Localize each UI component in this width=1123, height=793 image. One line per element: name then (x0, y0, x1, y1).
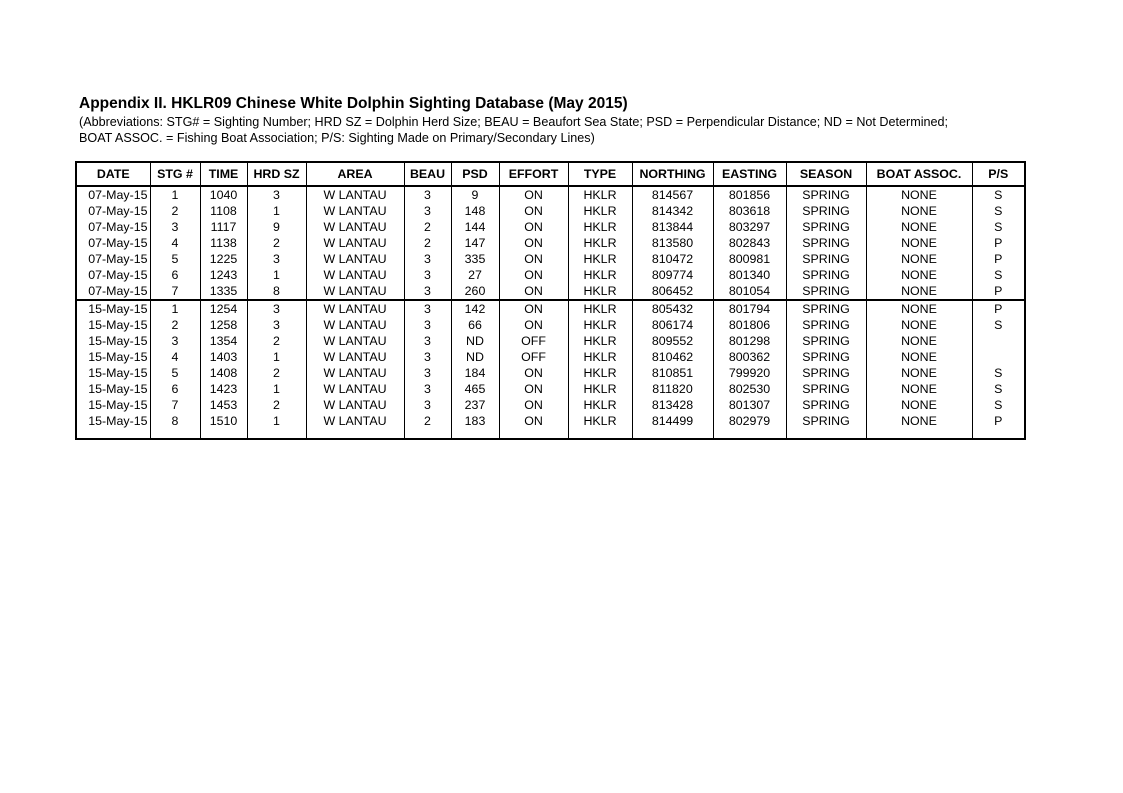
cell-area: W LANTAU (306, 397, 404, 413)
cell-stg: 3 (150, 219, 200, 235)
cell-psd: 260 (451, 283, 499, 300)
table-row (77, 413, 1024, 429)
cell-hrd-sz: 1 (247, 381, 306, 397)
table-row (77, 283, 1024, 300)
cell-stg: 6 (150, 381, 200, 397)
cell-date: 15-May-15 (88, 334, 148, 348)
cell-type: HKLR (568, 365, 632, 381)
cell-date: 15-May-15 (77, 300, 150, 317)
cell-hrd-sz: 1 (247, 349, 306, 365)
table-row (77, 300, 1024, 317)
cell-type: HKLR (568, 300, 632, 317)
table-body (77, 186, 1024, 429)
cell-stg: 8 (150, 413, 200, 429)
sighting-table (77, 163, 1024, 429)
cell-type: HKLR (568, 283, 632, 300)
cell-ps: S (972, 267, 1024, 283)
cell-easting: 803618 (713, 203, 786, 219)
cell-boat-assoc: NONE (866, 381, 972, 397)
cell-psd: 183 (451, 413, 499, 429)
cell-time: 1335 (200, 283, 247, 300)
cell-boat-assoc: NONE (866, 413, 972, 429)
cell-stg: 5 (150, 251, 200, 267)
cell-effort: ON (499, 267, 568, 283)
cell-beau: 3 (404, 300, 451, 317)
cell-beau: 3 (404, 381, 451, 397)
table-row (77, 349, 1024, 365)
column-header-hrd-sz: HRD SZ (247, 163, 306, 186)
cell-time: 1138 (200, 235, 247, 251)
table-row (77, 317, 1024, 333)
cell-easting: 802843 (713, 235, 786, 251)
cell-boat-assoc: NONE (866, 397, 972, 413)
cell-time: 1225 (200, 251, 247, 267)
cell-boat-assoc: NONE (866, 203, 972, 219)
cell-ps: P (972, 300, 1024, 317)
cell-effort: ON (499, 365, 568, 381)
table-row (77, 365, 1024, 381)
cell-area: W LANTAU (306, 251, 404, 267)
cell-effort: ON (499, 300, 568, 317)
cell-date: 15-May-15 (88, 350, 148, 364)
cell-boat-assoc: NONE (866, 219, 972, 235)
cell-northing: 806452 (632, 283, 713, 300)
cell-effort: ON (499, 381, 568, 397)
cell-date: 07-May-15 (88, 188, 148, 202)
cell-hrd-sz: 1 (247, 203, 306, 219)
cell-northing: 810462 (632, 349, 713, 365)
cell-time: 1453 (200, 397, 247, 413)
table-header-row (77, 163, 1024, 186)
cell-hrd-sz: 1 (247, 413, 306, 429)
cell-easting: 801340 (713, 267, 786, 283)
cell-season: SPRING (786, 283, 866, 300)
cell-time: 1354 (200, 333, 247, 349)
cell-effort: OFF (499, 349, 568, 365)
table-row (77, 333, 1024, 349)
cell-type: HKLR (568, 219, 632, 235)
cell-psd: 237 (451, 397, 499, 413)
cell-northing: 805432 (632, 300, 713, 317)
cell-boat-assoc: NONE (866, 251, 972, 267)
cell-ps: S (972, 186, 1024, 203)
cell-easting: 800362 (713, 349, 786, 365)
cell-northing: 810851 (632, 365, 713, 381)
cell-beau: 3 (404, 333, 451, 349)
cell-northing: 813428 (632, 397, 713, 413)
cell-type: HKLR (568, 203, 632, 219)
abbreviations-line-2: BOAT ASSOC. = Fishing Boat Association; P/S: Sighting Made on Primary/Secondary Lines) (79, 130, 595, 145)
cell-type: HKLR (568, 349, 632, 365)
cell-psd: 465 (451, 381, 499, 397)
cell-area: W LANTAU (306, 235, 404, 251)
cell-psd: 148 (451, 203, 499, 219)
cell-psd: 9 (451, 186, 499, 203)
cell-boat-assoc: NONE (866, 349, 972, 365)
cell-stg: 6 (150, 267, 200, 283)
cell-type: HKLR (568, 267, 632, 283)
cell-date: 07-May-15 (88, 284, 148, 298)
cell-area: W LANTAU (306, 203, 404, 219)
cell-easting: 799920 (713, 365, 786, 381)
column-header-effort: EFFORT (499, 163, 568, 186)
cell-northing: 814342 (632, 203, 713, 219)
cell-area: W LANTAU (306, 333, 404, 349)
cell-type: HKLR (568, 413, 632, 429)
cell-boat-assoc: NONE (866, 365, 972, 381)
cell-season: SPRING (786, 251, 866, 267)
cell-type: HKLR (568, 235, 632, 251)
cell-stg: 4 (150, 349, 200, 365)
cell-effort: ON (499, 413, 568, 429)
cell-beau: 3 (404, 251, 451, 267)
cell-boat-assoc: NONE (866, 235, 972, 251)
cell-hrd-sz: 3 (247, 186, 306, 203)
abbreviations-note (79, 115, 999, 146)
cell-date: 07-May-15 (88, 236, 148, 250)
cell-area: W LANTAU (306, 365, 404, 381)
column-header-ps: P/S (972, 163, 1024, 186)
cell-ps: P (972, 251, 1024, 267)
column-header-beau: BEAU (404, 163, 451, 186)
table-row (77, 186, 1024, 203)
cell-time: 1117 (200, 219, 247, 235)
cell-time: 1510 (200, 413, 247, 429)
cell-psd: 27 (451, 267, 499, 283)
cell-northing: 813580 (632, 235, 713, 251)
cell-hrd-sz: 2 (247, 333, 306, 349)
cell-hrd-sz: 9 (247, 219, 306, 235)
table-row (77, 381, 1024, 397)
cell-season: SPRING (786, 349, 866, 365)
cell-easting: 801794 (713, 300, 786, 317)
cell-ps: S (972, 365, 1024, 381)
cell-season: SPRING (786, 365, 866, 381)
cell-area: W LANTAU (306, 300, 404, 317)
cell-season: SPRING (786, 219, 866, 235)
cell-date: 15-May-15 (88, 366, 148, 380)
cell-beau: 3 (404, 267, 451, 283)
cell-date: 07-May-15 (88, 220, 148, 234)
cell-area: W LANTAU (306, 381, 404, 397)
table-row (77, 397, 1024, 413)
abbreviations-line-1: (Abbreviations: STG# = Sighting Number; HRD SZ = Dolphin Herd Size; BEAU = Beaufort Sea State; PSD = Perpendicular Distance; ND = Not Determined; (79, 115, 949, 129)
cell-northing: 809552 (632, 333, 713, 349)
cell-hrd-sz: 8 (247, 283, 306, 300)
cell-effort: ON (499, 203, 568, 219)
column-header-boat-assoc: BOAT ASSOC. (866, 163, 972, 186)
cell-psd: 147 (451, 235, 499, 251)
cell-type: HKLR (568, 317, 632, 333)
cell-beau: 3 (404, 283, 451, 300)
cell-effort: ON (499, 397, 568, 413)
cell-effort: OFF (499, 333, 568, 349)
cell-ps: S (972, 317, 1024, 333)
cell-hrd-sz: 1 (247, 267, 306, 283)
cell-beau: 3 (404, 349, 451, 365)
cell-stg: 1 (150, 300, 200, 317)
cell-hrd-sz: 2 (247, 397, 306, 413)
cell-area: W LANTAU (306, 219, 404, 235)
column-header-time: TIME (200, 163, 247, 186)
cell-psd: ND (451, 349, 499, 365)
cell-psd: ND (451, 333, 499, 349)
cell-easting: 801806 (713, 317, 786, 333)
cell-boat-assoc: NONE (866, 317, 972, 333)
cell-season: SPRING (786, 235, 866, 251)
cell-northing: 813844 (632, 219, 713, 235)
column-header-psd: PSD (451, 163, 499, 186)
cell-hrd-sz: 3 (247, 251, 306, 267)
cell-beau: 3 (404, 397, 451, 413)
cell-easting: 801856 (713, 186, 786, 203)
cell-ps: S (972, 397, 1024, 413)
cell-hrd-sz: 3 (247, 317, 306, 333)
cell-ps: S (972, 219, 1024, 235)
cell-stg: 2 (150, 203, 200, 219)
cell-area: W LANTAU (306, 267, 404, 283)
cell-beau: 3 (404, 317, 451, 333)
cell-type: HKLR (568, 251, 632, 267)
cell-season: SPRING (786, 186, 866, 203)
cell-stg: 3 (150, 333, 200, 349)
table-row (77, 203, 1024, 219)
column-header-season: SEASON (786, 163, 866, 186)
cell-easting: 802530 (713, 381, 786, 397)
cell-psd: 184 (451, 365, 499, 381)
cell-boat-assoc: NONE (866, 283, 972, 300)
cell-season: SPRING (786, 333, 866, 349)
cell-date: 07-May-15 (88, 204, 148, 218)
table-row (77, 235, 1024, 251)
cell-effort: ON (499, 251, 568, 267)
cell-time: 1423 (200, 381, 247, 397)
cell-time: 1254 (200, 300, 247, 317)
cell-ps: P (972, 283, 1024, 300)
cell-hrd-sz: 2 (247, 235, 306, 251)
table-row (77, 267, 1024, 283)
cell-stg: 1 (150, 186, 200, 203)
cell-time: 1403 (200, 349, 247, 365)
cell-season: SPRING (786, 317, 866, 333)
cell-effort: ON (499, 317, 568, 333)
cell-area: W LANTAU (306, 283, 404, 300)
cell-date: 07-May-15 (88, 252, 148, 266)
cell-hrd-sz: 2 (247, 365, 306, 381)
cell-time: 1258 (200, 317, 247, 333)
column-header-northing: NORTHING (632, 163, 713, 186)
cell-time: 1243 (200, 267, 247, 283)
cell-psd: 66 (451, 317, 499, 333)
cell-northing: 811820 (632, 381, 713, 397)
cell-easting: 803297 (713, 219, 786, 235)
cell-effort: ON (499, 235, 568, 251)
cell-type: HKLR (568, 381, 632, 397)
cell-ps: S (972, 203, 1024, 219)
cell-season: SPRING (786, 203, 866, 219)
cell-stg: 7 (150, 283, 200, 300)
cell-boat-assoc: NONE (866, 267, 972, 283)
cell-stg: 7 (150, 397, 200, 413)
cell-effort: ON (499, 283, 568, 300)
column-header-area: AREA (306, 163, 404, 186)
cell-northing: 809774 (632, 267, 713, 283)
cell-season: SPRING (786, 381, 866, 397)
column-header-type: TYPE (568, 163, 632, 186)
cell-type: HKLR (568, 333, 632, 349)
cell-date: 15-May-15 (88, 318, 148, 332)
cell-beau: 2 (404, 235, 451, 251)
cell-date: 15-May-15 (88, 398, 148, 412)
cell-type: HKLR (568, 186, 632, 203)
cell-northing: 814499 (632, 413, 713, 429)
cell-easting: 802979 (713, 413, 786, 429)
cell-ps: P (972, 413, 1024, 429)
cell-season: SPRING (786, 267, 866, 283)
cell-easting: 801307 (713, 397, 786, 413)
cell-northing: 814567 (632, 186, 713, 203)
cell-boat-assoc: NONE (866, 186, 972, 203)
cell-season: SPRING (786, 397, 866, 413)
cell-time: 1108 (200, 203, 247, 219)
cell-ps: S (972, 381, 1024, 397)
cell-psd: 144 (451, 219, 499, 235)
cell-stg: 5 (150, 365, 200, 381)
cell-stg: 4 (150, 235, 200, 251)
cell-beau: 2 (404, 219, 451, 235)
cell-beau: 3 (404, 365, 451, 381)
sighting-table-frame (75, 161, 1026, 440)
cell-effort: ON (499, 186, 568, 203)
cell-ps: P (972, 235, 1024, 251)
cell-area: W LANTAU (306, 186, 404, 203)
cell-easting: 800981 (713, 251, 786, 267)
cell-area: W LANTAU (306, 413, 404, 429)
column-header-date: DATE (77, 163, 150, 186)
cell-date: 15-May-15 (88, 382, 148, 396)
cell-psd: 335 (451, 251, 499, 267)
cell-time: 1040 (200, 186, 247, 203)
cell-area: W LANTAU (306, 349, 404, 365)
cell-easting: 801054 (713, 283, 786, 300)
cell-northing: 810472 (632, 251, 713, 267)
cell-area: W LANTAU (306, 317, 404, 333)
cell-effort: ON (499, 219, 568, 235)
page-title: Appendix II. HKLR09 Chinese White Dolphin Sighting Database (May 2015) (79, 95, 628, 112)
cell-season: SPRING (786, 413, 866, 429)
cell-date: 07-May-15 (88, 268, 148, 282)
cell-boat-assoc: NONE (866, 333, 972, 349)
cell-season: SPRING (786, 300, 866, 317)
cell-northing: 806174 (632, 317, 713, 333)
cell-beau: 2 (404, 413, 451, 429)
cell-time: 1408 (200, 365, 247, 381)
cell-psd: 142 (451, 300, 499, 317)
cell-boat-assoc: NONE (866, 300, 972, 317)
cell-hrd-sz: 3 (247, 300, 306, 317)
cell-stg: 2 (150, 317, 200, 333)
column-header-easting: EASTING (713, 163, 786, 186)
cell-beau: 3 (404, 186, 451, 203)
cell-beau: 3 (404, 203, 451, 219)
cell-date: 15-May-15 (88, 414, 148, 428)
column-header-stg: STG # (150, 163, 200, 186)
cell-easting: 801298 (713, 333, 786, 349)
cell-ps (972, 349, 1024, 365)
cell-ps (972, 333, 1024, 349)
table-row (77, 219, 1024, 235)
cell-type: HKLR (568, 397, 632, 413)
table-row (77, 251, 1024, 267)
